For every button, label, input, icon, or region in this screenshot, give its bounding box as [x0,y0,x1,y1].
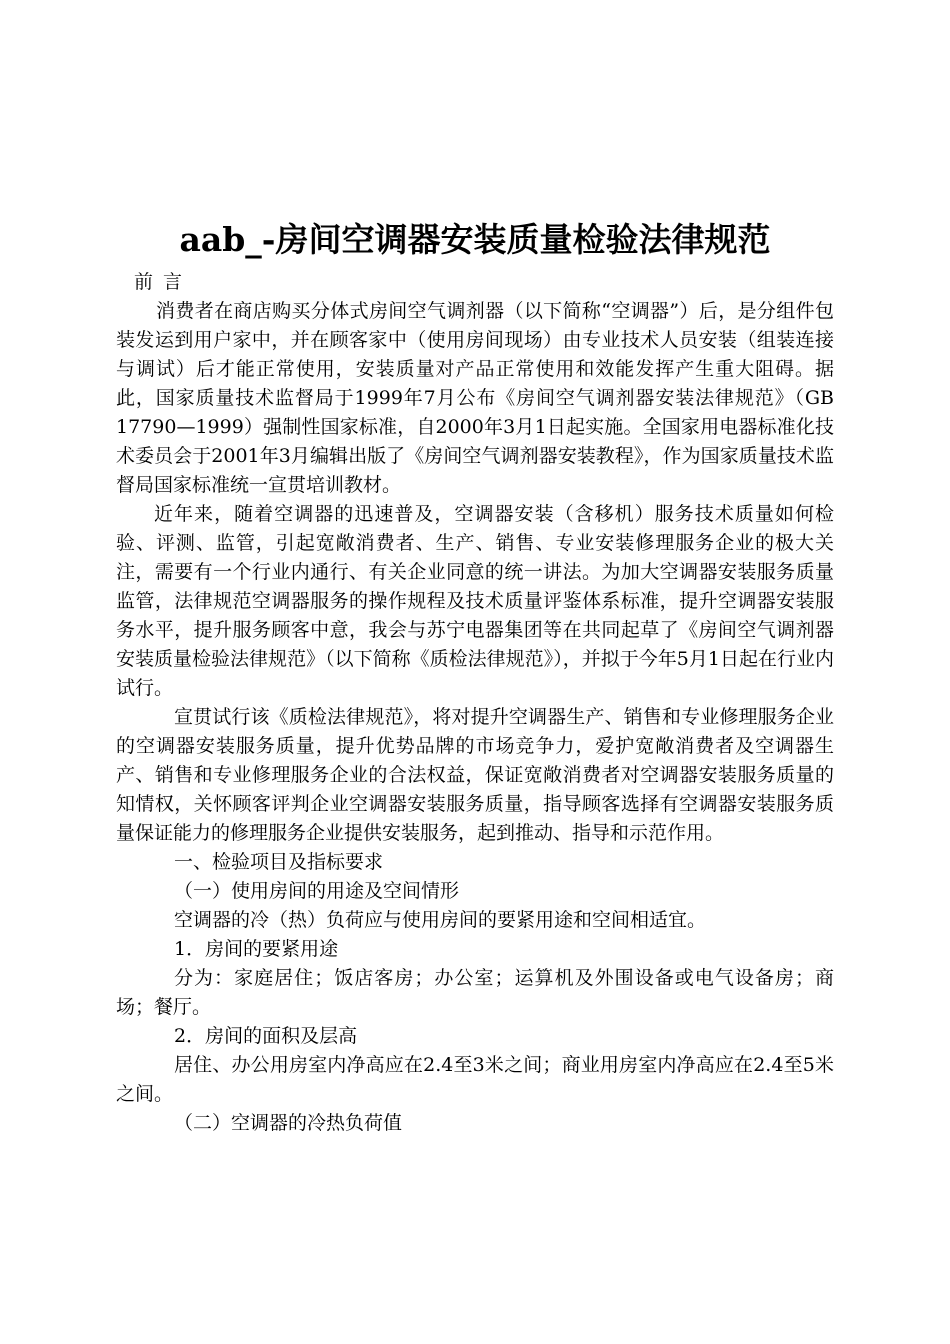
paragraph: 居住、办公用房室内净高应在2.4至3米之间；商业用房室内净高应在2.4至5米之间。 [116,1054,834,1105]
paragraph: 近年来，随着空调器的迅速普及，空调器安装（含移机）服务技术质量如何检验、评测、监管，引起宽敞消费者、生产、销售、专业安装修理服务企业的极大关注，需要有一个行业内通行、有关企业同意的统一讲法。为加大空调器安装服务质量监管，法律规范空调器服务的操作规程及技术质量评鉴体系标准，提升空调器安装服务水平，提升服务顾客中意，我会与苏宁电器集团等在共同起草了《房间空气调剂器安装质量检验法律规范》（以下简称《质检法律规范》），并拟于今年5月1日起在行业内试行。 [116,503,834,699]
document-body [116,268,834,1138]
preface-heading: 前 言 [134,271,185,293]
document-title: aab_-房间空调器安装质量检验法律规范 [179,220,771,259]
paragraph: 空调器的冷（热）负荷应与使用房间的要紧用途和空间相适宜。 [174,909,707,931]
paragraph: 分为：家庭居住；饭店客房；办公室；运算机及外围设备或电气设备房；商场；餐厅。 [116,967,834,1018]
subsection-heading: （一）使用房间的用途及空间情形 [174,880,460,902]
paragraph: 宣贯试行该《质检法律规范》，将对提升空调器生产、销售和专业修理服务企业的空调器安装服务质量，提升优势品牌的市场竞争力，爱护宽敞消费者及空调器生产、销售和专业修理服务企业的合法权益，保证宽敞消费者对空调器安装服务质量的知情权，关怀顾客评判企业空调器安装服务质量，指导顾客选择有空调器安装服务质量保证能力的修理服务企业提供安装服务，起到推动、指导和示范作用。 [116,706,834,844]
item-heading: 1．房间的要紧用途 [174,938,339,960]
section-heading: 一、检验项目及指标要求 [174,851,384,873]
subsection-heading: （二）空调器的冷热负荷值 [174,1112,403,1134]
paragraph: 消费者在商店购买分体式房间空气调剂器（以下简称“空调器”）后，是分组件包装发运到用户家中，并在顾客家中（使用房间现场）由专业技术人员安装（组装连接与调试）后才能正常使用，安装质量对产品正常使用和效能发挥产生重大阻碍。据此，国家质量技术监督局于1999年7月公布《房间空气调剂器安装法律规范》（GB 17790—1999）强制性国家标准，自2000年3月1日起实施。全国家用电器标准化技术委员会于2001年3月编辑出版了《房间空气调剂器安装教程》，作为国家质量技术监督局国家标准统一宣贯培训教材。 [116,300,834,496]
item-heading: 2．房间的面积及层高 [174,1025,358,1047]
